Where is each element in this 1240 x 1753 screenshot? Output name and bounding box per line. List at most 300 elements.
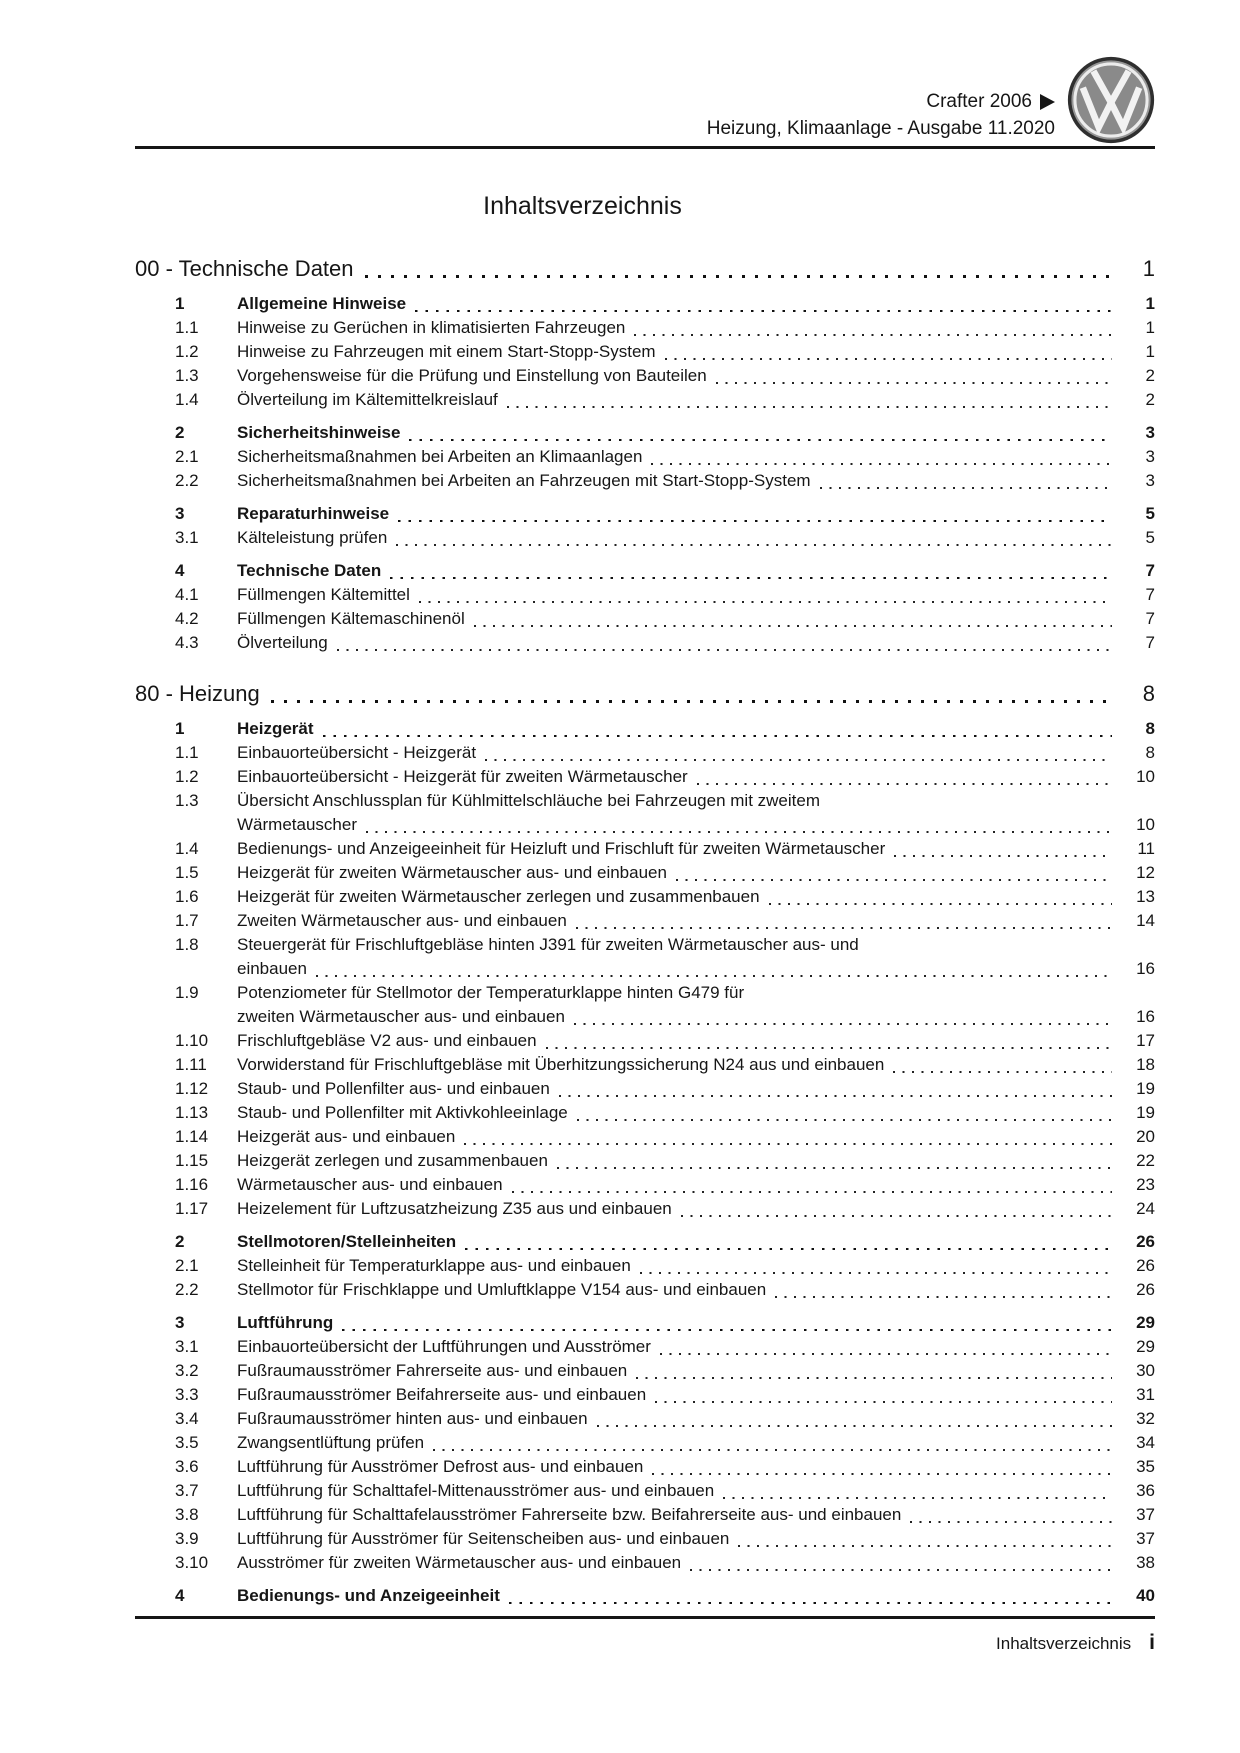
toc-page-number: 18	[1136, 1055, 1155, 1074]
dot-leader	[398, 520, 1112, 523]
toc-entry-line	[237, 765, 1155, 789]
toc-entry-content	[237, 1278, 1155, 1302]
toc-chapter-row	[135, 255, 1155, 283]
toc-row	[175, 1149, 1155, 1173]
toc-entry-content	[237, 837, 1155, 861]
toc-entry-line	[237, 388, 1155, 412]
dot-leader	[775, 1296, 1112, 1298]
toc-entry-title: Einbauorteübersicht der Luftführungen und Ausströmer	[237, 1337, 651, 1356]
dot-leader	[409, 439, 1112, 442]
dot-leader	[433, 1449, 1112, 1451]
toc-entry-number: 3.1	[175, 528, 199, 547]
toc-entry-title: Heizgerät zerlegen und zusammenbauen	[237, 1151, 548, 1170]
dot-leader	[415, 310, 1112, 313]
toc-entry-title: Vorwiderstand für Frischluftgebläse mit Überhitzungssicherung N24 aus und einbauen	[237, 1055, 885, 1074]
toc-page-number: 26	[1136, 1256, 1155, 1275]
toc-entry-line	[237, 717, 1155, 741]
toc-row	[175, 909, 1155, 933]
toc-entry-content	[237, 1230, 1155, 1254]
toc-entry-content	[237, 1029, 1155, 1053]
toc-entry-line	[237, 1527, 1155, 1551]
toc-page-number: 20	[1136, 1127, 1155, 1146]
toc-entry-line	[237, 1407, 1155, 1431]
toc-entry-line	[237, 559, 1155, 583]
toc-entry-title: Stellmotoren/Stelleinheiten	[237, 1232, 457, 1251]
footer-page-number: i	[1149, 1631, 1155, 1654]
toc-chapter-label: 00 - Technische Daten	[135, 256, 354, 281]
toc-entry-title-line1: Übersicht Anschlussplan für Kühlmittelschläuche bei Fahrzeugen mit zweitem	[237, 791, 820, 810]
toc-entry-line	[237, 1311, 1155, 1335]
toc-row	[175, 1254, 1155, 1278]
toc-page-number: 29	[1136, 1337, 1155, 1356]
toc-entry-content	[237, 1431, 1155, 1455]
toc-entry-number: 1.2	[175, 342, 199, 361]
toc-entry-content	[237, 1197, 1155, 1221]
dot-leader	[419, 601, 1112, 603]
toc-entry-number: 1.12	[175, 1079, 209, 1098]
toc-row	[175, 933, 1155, 981]
toc-page-number: 16	[1136, 1007, 1155, 1026]
dot-leader	[485, 759, 1112, 761]
toc-entry-content	[237, 1125, 1155, 1149]
toc-row	[175, 526, 1155, 550]
dot-leader	[716, 382, 1112, 384]
toc-row	[175, 765, 1155, 789]
toc-page-number: 1	[1145, 318, 1155, 337]
dot-leader	[316, 975, 1112, 977]
toc-entry-line	[237, 292, 1155, 316]
toc-page-number: 7	[1145, 633, 1155, 652]
toc-row	[175, 1584, 1155, 1608]
toc-page-number: 32	[1136, 1409, 1155, 1428]
toc-page-number: 3	[1145, 423, 1155, 442]
toc-page-number: 37	[1136, 1529, 1155, 1548]
toc-entry-number: 4.2	[175, 609, 199, 628]
toc-entry-line	[237, 1383, 1155, 1407]
toc-entry-content	[237, 885, 1155, 909]
toc-entry-line	[237, 885, 1155, 909]
toc-entry-number: 3.6	[175, 1457, 199, 1476]
toc-entry-content	[237, 1479, 1155, 1503]
toc-entry-number: 3	[175, 504, 185, 523]
toc-page-number: 31	[1136, 1385, 1155, 1404]
toc-entry-line	[237, 837, 1155, 861]
toc-entry-content	[237, 1584, 1155, 1608]
toc-row	[175, 1551, 1155, 1575]
toc-list	[135, 255, 1155, 1608]
toc-entry-content	[237, 1527, 1155, 1551]
toc-entry-content	[237, 789, 1155, 837]
toc-entry-title: Zweiten Wärmetauscher aus- und einbauen	[237, 911, 567, 930]
dot-leader	[636, 1377, 1112, 1379]
dot-leader	[597, 1425, 1112, 1427]
dot-leader	[390, 577, 1112, 580]
toc-entry-content	[237, 1335, 1155, 1359]
toc-page-number: 7	[1145, 585, 1155, 604]
toc-entry-number: 1.14	[175, 1127, 209, 1146]
toc-row	[175, 1335, 1155, 1359]
toc-entry-title: Sicherheitsmaßnahmen bei Arbeiten an Fahrzeugen mit Start-Stopp-System	[237, 471, 811, 490]
dot-leader	[365, 275, 1110, 278]
toc-entry-number: 4.3	[175, 633, 199, 652]
toc-entry-number: 1.11	[175, 1055, 207, 1074]
toc-entry-title: Sicherheitshinweise	[237, 423, 401, 442]
toc-page-number: 5	[1145, 504, 1155, 523]
toc-page-number: 7	[1145, 609, 1155, 628]
toc-page-number: 40	[1136, 1586, 1155, 1605]
toc-entry-content	[237, 1407, 1155, 1431]
toc-page-number: 34	[1136, 1433, 1155, 1452]
toc-entry-number: 1.15	[175, 1151, 209, 1170]
toc-row	[175, 607, 1155, 631]
toc-entry-content	[237, 1254, 1155, 1278]
toc-entry-title: Sicherheitsmaßnahmen bei Arbeiten an Klimaanlagen	[237, 447, 643, 466]
toc-entry-content	[237, 1311, 1155, 1335]
toc-row	[175, 1311, 1155, 1335]
toc-entry-title: zweiten Wärmetauscher aus- und einbauen	[237, 1007, 565, 1026]
toc-entry-number: 1.7	[175, 911, 199, 930]
toc-entry-number: 3.1	[175, 1337, 199, 1356]
toc-entry-line	[237, 1479, 1155, 1503]
toc-page-number: 1	[1145, 342, 1155, 361]
toc-page-number: 29	[1136, 1313, 1155, 1332]
toc-entry-title: Luftführung für Schalttafelausströmer Fahrerseite bzw. Beifahrerseite aus- und einbauen	[237, 1505, 902, 1524]
toc-entry-title: Fußraumausströmer Fahrerseite aus- und einbauen	[237, 1361, 628, 1380]
toc-row	[175, 717, 1155, 741]
toc-page-number: 22	[1136, 1151, 1155, 1170]
toc-entry-title: Einbauorteübersicht - Heizgerät für zweiten Wärmetauscher	[237, 767, 688, 786]
toc-page-number: 19	[1136, 1103, 1155, 1122]
toc-entry-content	[237, 502, 1155, 526]
toc-entry-line	[237, 1149, 1155, 1173]
toc-entry-number: 2.2	[175, 1280, 199, 1299]
toc-page-number: 24	[1136, 1199, 1155, 1218]
toc-entry-content	[237, 445, 1155, 469]
dot-leader	[651, 463, 1112, 465]
dot-leader	[509, 1602, 1112, 1605]
toc-row	[175, 1230, 1155, 1254]
toc-row	[175, 1077, 1155, 1101]
toc-row	[175, 469, 1155, 493]
toc-entry-number: 3.9	[175, 1529, 199, 1548]
toc-entry-content	[237, 316, 1155, 340]
toc-entry-content	[237, 421, 1155, 445]
toc-entry-content	[237, 1149, 1155, 1173]
toc-row	[175, 1278, 1155, 1302]
toc-entry-title: Luftführung für Schalttafel-Mittenausströmer aus- und einbauen	[237, 1481, 715, 1500]
toc-page-number: 23	[1136, 1175, 1155, 1194]
toc-entry-title: Wärmetauscher aus- und einbauen	[237, 1175, 503, 1194]
toc-entry-number: 1.13	[175, 1103, 209, 1122]
toc-entry-number: 1.5	[175, 863, 199, 882]
toc-entry-line	[237, 1254, 1155, 1278]
toc-entry-content	[237, 1455, 1155, 1479]
toc-row	[175, 421, 1155, 445]
toc-row	[175, 502, 1155, 526]
toc-entry-title-line1: Potenziometer für Stellmotor der Temperaturklappe hinten G479 für	[237, 983, 745, 1002]
toc-entry-title: Füllmengen Kältemaschinenöl	[237, 609, 465, 628]
toc-entry-line	[237, 957, 1155, 981]
toc-entry-number: 2	[175, 423, 185, 442]
toc-entry-number: 1.10	[175, 1031, 209, 1050]
header-subtitle: Heizung, Klimaanlage - Ausgabe 11.2020	[706, 118, 1055, 139]
header-text	[707, 88, 1055, 143]
toc-page-number: 36	[1136, 1481, 1155, 1500]
toc-entry-line	[237, 1101, 1155, 1125]
toc-entry-title-line1: Steuergerät für Frischluftgebläse hinten J391 für zweiten Wärmetauscher aus- und	[237, 935, 859, 954]
toc-row	[175, 861, 1155, 885]
toc-row	[175, 837, 1155, 861]
dot-leader	[738, 1545, 1112, 1547]
toc-entry-number: 1	[175, 294, 185, 313]
toc-page-number: 10	[1136, 815, 1155, 834]
toc-entry-title: Staub- und Pollenfilter mit Aktivkohleeinlage	[237, 1103, 568, 1122]
toc-entry-title: Zwangsentlüftung prüfen	[237, 1433, 425, 1452]
toc-entry-line	[237, 909, 1155, 933]
toc-entry-line	[237, 861, 1155, 885]
toc-entry-line	[237, 340, 1155, 364]
toc-entry-content	[237, 469, 1155, 493]
toc-entry-number: 3.8	[175, 1505, 199, 1524]
toc-entry-line	[237, 1551, 1155, 1575]
dot-leader	[474, 625, 1112, 627]
toc-entry-title: Luftführung	[237, 1313, 334, 1332]
toc-row	[175, 789, 1155, 837]
toc-entry-line	[237, 1230, 1155, 1254]
toc-row	[175, 1479, 1155, 1503]
toc-entry-line	[237, 1431, 1155, 1455]
toc-entry-title: Wärmetauscher	[237, 815, 357, 834]
toc-entry-content	[237, 1359, 1155, 1383]
toc-entry-number: 1.1	[175, 743, 199, 762]
toc-entry-line	[237, 1335, 1155, 1359]
toc-page-number: 16	[1136, 959, 1155, 978]
toc-entry-content	[237, 559, 1155, 583]
toc-entry-content	[237, 340, 1155, 364]
toc-entry-line	[237, 1029, 1155, 1053]
toc-entry-number: 1.8	[175, 935, 199, 954]
toc-entry-content	[237, 1101, 1155, 1125]
dot-leader	[464, 1143, 1112, 1145]
toc-entry-title: Stelleinheit für Temperaturklappe aus- und einbauen	[237, 1256, 631, 1275]
toc-entry-line	[237, 1584, 1155, 1608]
toc-row	[175, 1359, 1155, 1383]
toc-entry-number: 1.3	[175, 366, 199, 385]
toc-entry-content	[237, 1503, 1155, 1527]
toc-row	[175, 583, 1155, 607]
toc-row	[175, 741, 1155, 765]
toc-page-number: 38	[1136, 1553, 1155, 1572]
dot-leader	[660, 1353, 1112, 1355]
toc-page-number: 13	[1136, 887, 1155, 906]
toc-row	[175, 316, 1155, 340]
dot-leader	[337, 649, 1112, 651]
footer-label: Inhaltsverzeichnis	[996, 1634, 1132, 1653]
dot-leader	[652, 1473, 1112, 1475]
toc-page-number: 30	[1136, 1361, 1155, 1380]
toc-entry-title: Staub- und Pollenfilter aus- und einbauen	[237, 1079, 550, 1098]
toc-entry-title: Bedienungs- und Anzeigeeinheit für Heizluft und Frischluft für zweiten Wärmetauscher	[237, 839, 886, 858]
toc-entry-line	[237, 607, 1155, 631]
toc-page-number: 8	[1145, 743, 1155, 762]
toc-entry-line	[237, 1455, 1155, 1479]
toc-entry-number: 1.4	[175, 390, 199, 409]
toc-entry-line	[237, 526, 1155, 550]
toc-row	[175, 388, 1155, 412]
toc-entry-title: Stellmotor für Frischklappe und Umluftklappe V154 aus- und einbauen	[237, 1280, 767, 1299]
toc-entry-line	[237, 1197, 1155, 1221]
toc-page-number: 8	[1145, 719, 1155, 738]
dot-leader	[893, 1071, 1112, 1073]
toc-row	[175, 1029, 1155, 1053]
toc-entry-content	[237, 933, 1155, 981]
toc-page-number: 8	[1142, 681, 1155, 706]
dot-leader	[576, 927, 1112, 929]
toc-entry-number: 1.9	[175, 983, 199, 1002]
arrow-right-icon	[1040, 94, 1055, 110]
toc-entry-number: 1.6	[175, 887, 199, 906]
toc-entry-title: Heizgerät aus- und einbauen	[237, 1127, 456, 1146]
page-header	[135, 56, 1155, 149]
toc-entry-content	[237, 1173, 1155, 1197]
toc-row	[175, 1407, 1155, 1431]
toc-row	[175, 1383, 1155, 1407]
toc-entry-line	[237, 1125, 1155, 1149]
toc-entry-number: 4.1	[175, 585, 199, 604]
toc-entry-line	[237, 421, 1155, 445]
toc-entry-content	[237, 861, 1155, 885]
toc-entry-number: 4	[175, 1586, 185, 1605]
toc-row	[175, 981, 1155, 1029]
toc-row	[175, 292, 1155, 316]
toc-row	[175, 364, 1155, 388]
dot-leader	[640, 1272, 1112, 1274]
toc-entry-line	[237, 1503, 1155, 1527]
toc-entry-title: Ölverteilung im Kältemittelkreislauf	[237, 390, 498, 409]
toc-entry-number: 1	[175, 719, 185, 738]
toc-entry-content	[237, 364, 1155, 388]
toc-entry-title: Technische Daten	[237, 561, 382, 580]
toc-row	[175, 885, 1155, 909]
toc-entry-number: 2.2	[175, 471, 199, 490]
dot-leader	[697, 783, 1112, 785]
toc-row	[175, 559, 1155, 583]
toc-entry-title: Frischluftgebläse V2 aus- und einbauen	[237, 1031, 537, 1050]
toc-entry-number: 3.4	[175, 1409, 199, 1428]
toc-entry-content	[237, 765, 1155, 789]
toc-entry-number: 3.3	[175, 1385, 199, 1404]
toc-chapter-label: 80 - Heizung	[135, 681, 260, 706]
dot-leader	[676, 879, 1112, 881]
toc-entry-title: Heizgerät für zweiten Wärmetauscher aus- und einbauen	[237, 863, 667, 882]
dot-leader	[723, 1497, 1112, 1499]
toc-page-number: 10	[1136, 767, 1155, 786]
toc-entry-title: Allgemeine Hinweise	[237, 294, 407, 313]
dot-leader	[465, 1248, 1112, 1251]
toc-entry-title: Heizgerät	[237, 719, 314, 738]
toc-entry-number: 1.4	[175, 839, 199, 858]
toc-page-number: 37	[1136, 1505, 1155, 1524]
dot-leader	[512, 1191, 1112, 1193]
toc-entry-number: 1.1	[175, 318, 199, 337]
toc-page-number: 14	[1136, 911, 1155, 930]
toc-entry-title: Ausströmer für zweiten Wärmetauscher aus- und einbauen	[237, 1553, 682, 1572]
toc-entry-title: Kälteleistung prüfen	[237, 528, 388, 547]
toc-entry-number: 2.1	[175, 1256, 199, 1275]
toc-page-number: 35	[1136, 1457, 1155, 1476]
toc-entry-line	[237, 316, 1155, 340]
toc-entry-title: Vorgehensweise für die Prüfung und Einstellung von Bauteilen	[237, 366, 707, 385]
dot-leader	[323, 735, 1112, 738]
toc-entry-line	[237, 1053, 1155, 1077]
toc-entry-content	[237, 981, 1155, 1029]
toc-row	[175, 1197, 1155, 1221]
toc-entry-number: 3	[175, 1313, 185, 1332]
toc-entry-content	[237, 607, 1155, 631]
toc-entry-content	[237, 909, 1155, 933]
toc-entry-title: Einbauorteübersicht - Heizgerät	[237, 743, 477, 762]
toc-entry-title: einbauen	[237, 959, 307, 978]
page-footer	[135, 1616, 1155, 1655]
toc-entry-line	[237, 813, 1155, 837]
dot-leader	[910, 1521, 1112, 1523]
toc-entry-number: 2.1	[175, 447, 199, 466]
header-model-line	[707, 88, 1055, 115]
toc-entry-number: 3.7	[175, 1481, 199, 1500]
toc-entry-title: Ölverteilung	[237, 633, 328, 652]
toc-row	[175, 1101, 1155, 1125]
toc-entry-title: Bedienungs- und Anzeigeeinheit	[237, 1586, 500, 1605]
toc-entry-title: Hinweise zu Gerüchen in klimatisierten Fahrzeugen	[237, 318, 626, 337]
toc-row	[175, 340, 1155, 364]
toc-entry-line	[237, 469, 1155, 493]
toc-entry-line	[237, 502, 1155, 526]
toc-entry-title: Füllmengen Kältemittel	[237, 585, 410, 604]
toc-entry-title: Heizgerät für zweiten Wärmetauscher zerlegen und zusammenbauen	[237, 887, 760, 906]
toc-row	[175, 631, 1155, 655]
dot-leader	[894, 855, 1112, 857]
dot-leader	[690, 1569, 1112, 1571]
toc-page-number: 3	[1145, 447, 1155, 466]
dot-leader	[655, 1401, 1112, 1403]
toc-row	[175, 1173, 1155, 1197]
dot-leader	[559, 1095, 1112, 1097]
toc-entry-content	[237, 631, 1155, 655]
toc-entry-title: Luftführung für Ausströmer für Seitenscheiben aus- und einbauen	[237, 1529, 730, 1548]
toc-page-number: 3	[1145, 471, 1155, 490]
toc-page-number: 12	[1136, 863, 1155, 882]
toc-page-number: 26	[1136, 1280, 1155, 1299]
toc-entry-line	[237, 1278, 1155, 1302]
toc-page-number: 1	[1142, 256, 1155, 281]
toc-row	[175, 1053, 1155, 1077]
toc-entry-title: Luftführung für Ausströmer Defrost aus- und einbauen	[237, 1457, 644, 1476]
toc-page-number: 17	[1136, 1031, 1155, 1050]
toc-row	[175, 1125, 1155, 1149]
toc-entry-line	[237, 741, 1155, 765]
toc-entry-content	[237, 388, 1155, 412]
dot-leader	[574, 1023, 1112, 1025]
toc-row	[175, 1455, 1155, 1479]
toc-entry-content	[237, 583, 1155, 607]
toc-entry-content	[237, 741, 1155, 765]
toc-row	[175, 1527, 1155, 1551]
toc-entry-number: 1.3	[175, 791, 199, 810]
dot-leader	[396, 544, 1112, 546]
toc-row	[175, 1503, 1155, 1527]
dot-leader	[546, 1047, 1112, 1049]
dot-leader	[769, 903, 1112, 905]
